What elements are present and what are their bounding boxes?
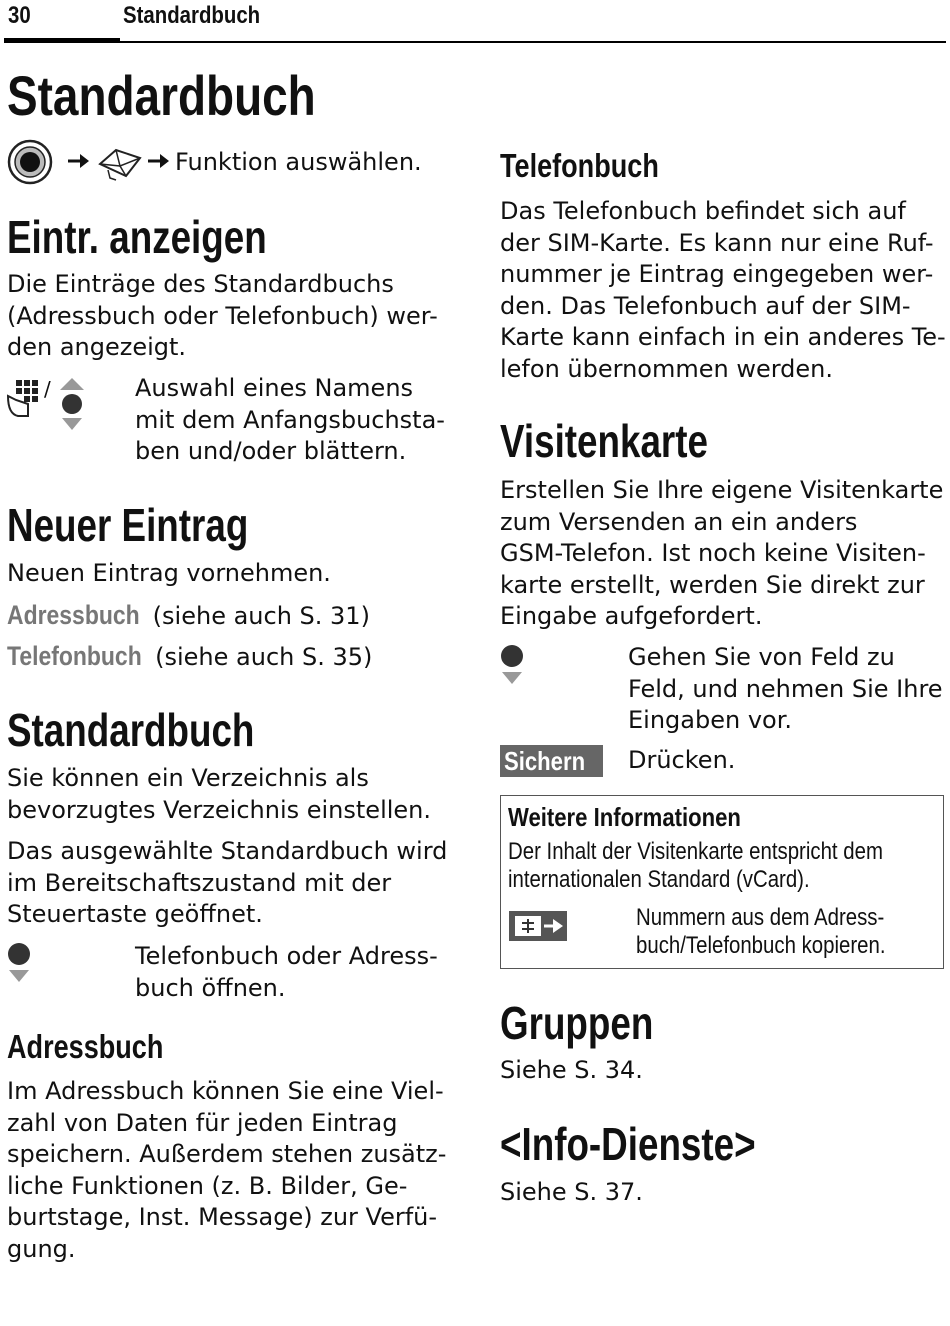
- arrow-right-icon: [146, 150, 172, 172]
- sichern-description: Drücken.: [628, 746, 736, 774]
- section-heading-gruppen: Gruppen: [500, 997, 654, 1049]
- standardbuch-text-1: Sie können ein Verzeichnis als bevorzugtes Verzeichnis einstellen.: [7, 764, 432, 824]
- page-title: Standardbuch: [7, 64, 316, 127]
- nav-instruction: Funktion auswählen.: [175, 148, 422, 176]
- adressbuch-text: Im Adressbuch können Sie eine Viel- zahl von Daten für jeden Eintrag speichern. Außerdem stehen zusätz- liche Funktionen (z. B. Bilder, Ge- burtstage, Inst. Message) zur Verfü- gung.: [7, 1077, 447, 1263]
- control-key-down-icon: [499, 644, 527, 686]
- standardbuch-text-2: Das ausgewählte Standardbuch wird im Bereitschaftszustand mit der Steuertaste geöffnet.: [7, 837, 448, 928]
- softkey-sichern-label: Sichern: [504, 746, 586, 776]
- page-header: [0, 0, 950, 46]
- section-heading-telefonbuch: Telefonbuch: [500, 147, 659, 184]
- info-box-title: Weitere Informationen: [508, 802, 741, 832]
- copy-number-icon: [508, 910, 568, 942]
- header-rule: [4, 41, 946, 43]
- info-dienste-reference: Siehe S. 37.: [500, 1178, 643, 1206]
- visitenkarte-key-description: Gehen Sie von Feld zu Feld, und nehmen Sie Ihre Eingaben vor.: [628, 643, 943, 734]
- eintr-key-description: Auswahl eines Namens mit dem Anfangsbuchsta- ben und/oder blättern.: [135, 374, 445, 465]
- info-box-key-description: Nummern aus dem Adress- buch/Telefonbuch kopieren.: [636, 904, 886, 959]
- section-heading-neuer-eintrag: Neuer Eintrag: [7, 499, 249, 551]
- visitenkarte-text: Erstellen Sie Ihre eigene Visitenkarte zum Versenden an ein anders GSM-Telefon. Ist noch keine Visiten- karte erstellt, werden Sie direkt zur Eingabe aufgefordert.: [500, 476, 944, 630]
- info-box: [500, 795, 944, 969]
- softkey-adressbuch-label: Adressbuch: [7, 600, 140, 630]
- neuer-eintrag-text: Neuen Eintrag vornehmen.: [7, 559, 331, 587]
- ref-adressbuch-page: (siehe auch S. 31): [145, 602, 370, 630]
- control-key-icon: [6, 138, 54, 186]
- arrow-right-icon: [66, 150, 92, 172]
- info-box-text: Der Inhalt der Visitenkarte entspricht dem internationalen Standard (vCard).: [508, 838, 883, 893]
- telefonbuch-text: Das Telefonbuch befindet sich auf der SIM-Karte. Es kann nur eine Ruf- nummer je Eintrag eingegeben wer- den. Das Telefonbuch auf der SIM- Karte kann einfach in ein anderes Te- lefon übernommen werden.: [500, 197, 946, 383]
- running-title: Standardbuch: [123, 2, 261, 29]
- ref-telefonbuch-page: (siehe auch S. 35): [147, 643, 373, 671]
- reference-telefonbuch: [7, 641, 372, 674]
- header-rule-accent: [4, 38, 120, 43]
- section-heading-adressbuch: Adressbuch: [7, 1028, 164, 1065]
- reference-adressbuch: [7, 600, 370, 633]
- section-heading-visitenkarte: Visitenkarte: [500, 415, 708, 467]
- standardbuch-key-description: Telefonbuch oder Adress- buch öffnen.: [135, 942, 438, 1002]
- page-number: 30: [8, 2, 31, 29]
- control-key-down-icon: [6, 942, 34, 984]
- phonebook-icon: [96, 144, 144, 184]
- softkey-telefonbuch-label: Telefonbuch: [7, 641, 142, 671]
- eintr-anzeigen-text: Die Einträge des Standardbuchs (Adressbuch oder Telefonbuch) wer- den angezeigt.: [7, 270, 438, 361]
- keypad-scroll-icon: [6, 376, 86, 432]
- gruppen-reference: Siehe S. 34.: [500, 1056, 643, 1084]
- section-heading-standardbuch: Standardbuch: [7, 704, 255, 756]
- softkey-sichern: [500, 745, 603, 777]
- section-heading-info-dienste: <Info-Dienste>: [500, 1118, 756, 1170]
- section-heading-eintr-anzeigen: Eintr. anzeigen: [7, 211, 267, 263]
- svg-text:/: /: [44, 377, 51, 401]
